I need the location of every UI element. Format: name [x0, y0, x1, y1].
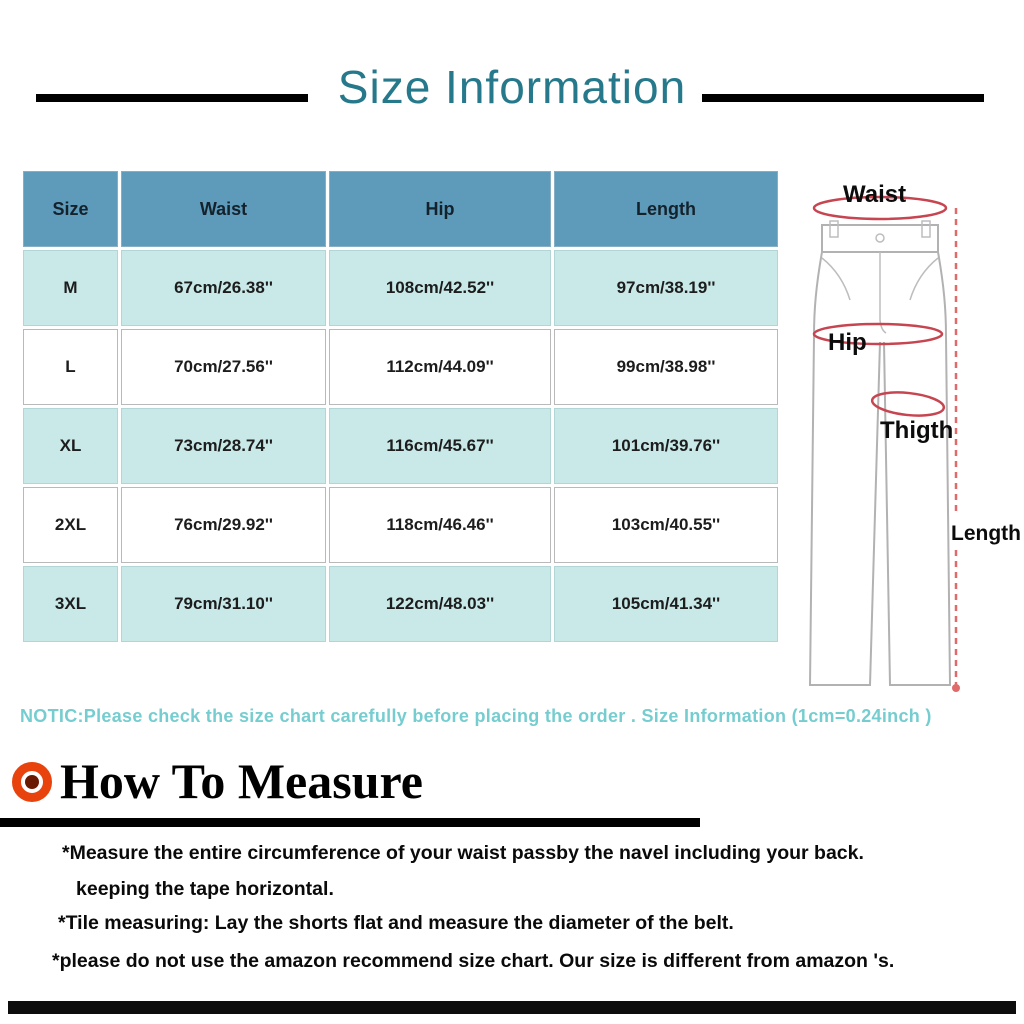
length-line-end-dot: [952, 684, 960, 692]
bottom-divider-bar: [8, 1001, 1016, 1014]
cell-hip: 122cm/48.03'': [329, 566, 551, 642]
table-row: [23, 487, 778, 563]
col-header-waist: Waist: [121, 171, 326, 247]
cell-waist: 76cm/29.92'': [121, 487, 326, 563]
page-title: Size Information: [337, 61, 687, 113]
cell-waist: 67cm/26.38'': [121, 250, 326, 326]
cell-length: 97cm/38.19'': [554, 250, 778, 326]
cell-waist: 79cm/31.10'': [121, 566, 326, 642]
belt-loop-icon: [830, 221, 838, 237]
cell-hip: 108cm/42.52'': [329, 250, 551, 326]
cell-length: 103cm/40.55'': [554, 487, 778, 563]
how-to-measure-title: How To Measure: [60, 753, 423, 809]
waist-label: Waist: [843, 181, 907, 208]
pants-pocket-right: [910, 258, 938, 300]
pants-outline-right: [884, 252, 950, 685]
cell-size: 3XL: [23, 566, 118, 642]
table-row: [23, 329, 778, 405]
cell-hip: 116cm/45.67'': [329, 408, 551, 484]
thigh-label: Thigth: [880, 417, 954, 444]
table-row: [23, 566, 778, 642]
col-header-size: Size: [23, 171, 118, 247]
title-section: [0, 60, 1024, 114]
pants-fly-line: [880, 252, 886, 333]
cell-length: 99cm/38.98'': [554, 329, 778, 405]
table-row: [23, 408, 778, 484]
instruction-line: keeping the tape horizontal.: [76, 878, 334, 900]
title-divider-right: [702, 94, 984, 102]
cell-hip: 112cm/44.09'': [329, 329, 551, 405]
size-table: [20, 168, 781, 645]
cell-waist: 73cm/28.74'': [121, 408, 326, 484]
cell-length: 105cm/41.34'': [554, 566, 778, 642]
pants-button-icon: [876, 234, 884, 242]
col-header-hip: Hip: [329, 171, 551, 247]
cell-size: 2XL: [23, 487, 118, 563]
instruction-line: *please do not use the amazon recommend size chart. Our size is different from amazon 's.: [52, 950, 895, 972]
pants-pocket-left: [822, 258, 850, 300]
target-bullet-icon: [12, 762, 52, 802]
length-label: Length: [951, 522, 1021, 545]
thigh-ellipse: [871, 389, 945, 418]
cell-size: XL: [23, 408, 118, 484]
table-row: [23, 250, 778, 326]
table-header-row: [23, 171, 778, 247]
cell-length: 101cm/39.76'': [554, 408, 778, 484]
cell-size: L: [23, 329, 118, 405]
cell-size: M: [23, 250, 118, 326]
pants-waistband: [822, 225, 938, 252]
heading-underline-bar: [0, 818, 700, 827]
pants-outline-left: [810, 252, 880, 685]
cell-hip: 118cm/46.46'': [329, 487, 551, 563]
cell-waist: 70cm/27.56'': [121, 329, 326, 405]
pants-diagram: [770, 158, 1024, 706]
belt-loop-icon: [922, 221, 930, 237]
instruction-line: *Measure the entire circumference of your waist passby the navel including your back.: [62, 842, 864, 864]
instruction-line: *Tile measuring: Lay the shorts flat and measure the diameter of the belt.: [58, 912, 734, 934]
col-header-length: Length: [554, 171, 778, 247]
hip-label: Hip: [828, 329, 867, 356]
notice-text: NOTIC:Please check the size chart carefully before placing the order . Size Information (1cm=0.24inch ): [20, 706, 932, 726]
title-divider-left: [36, 94, 308, 102]
